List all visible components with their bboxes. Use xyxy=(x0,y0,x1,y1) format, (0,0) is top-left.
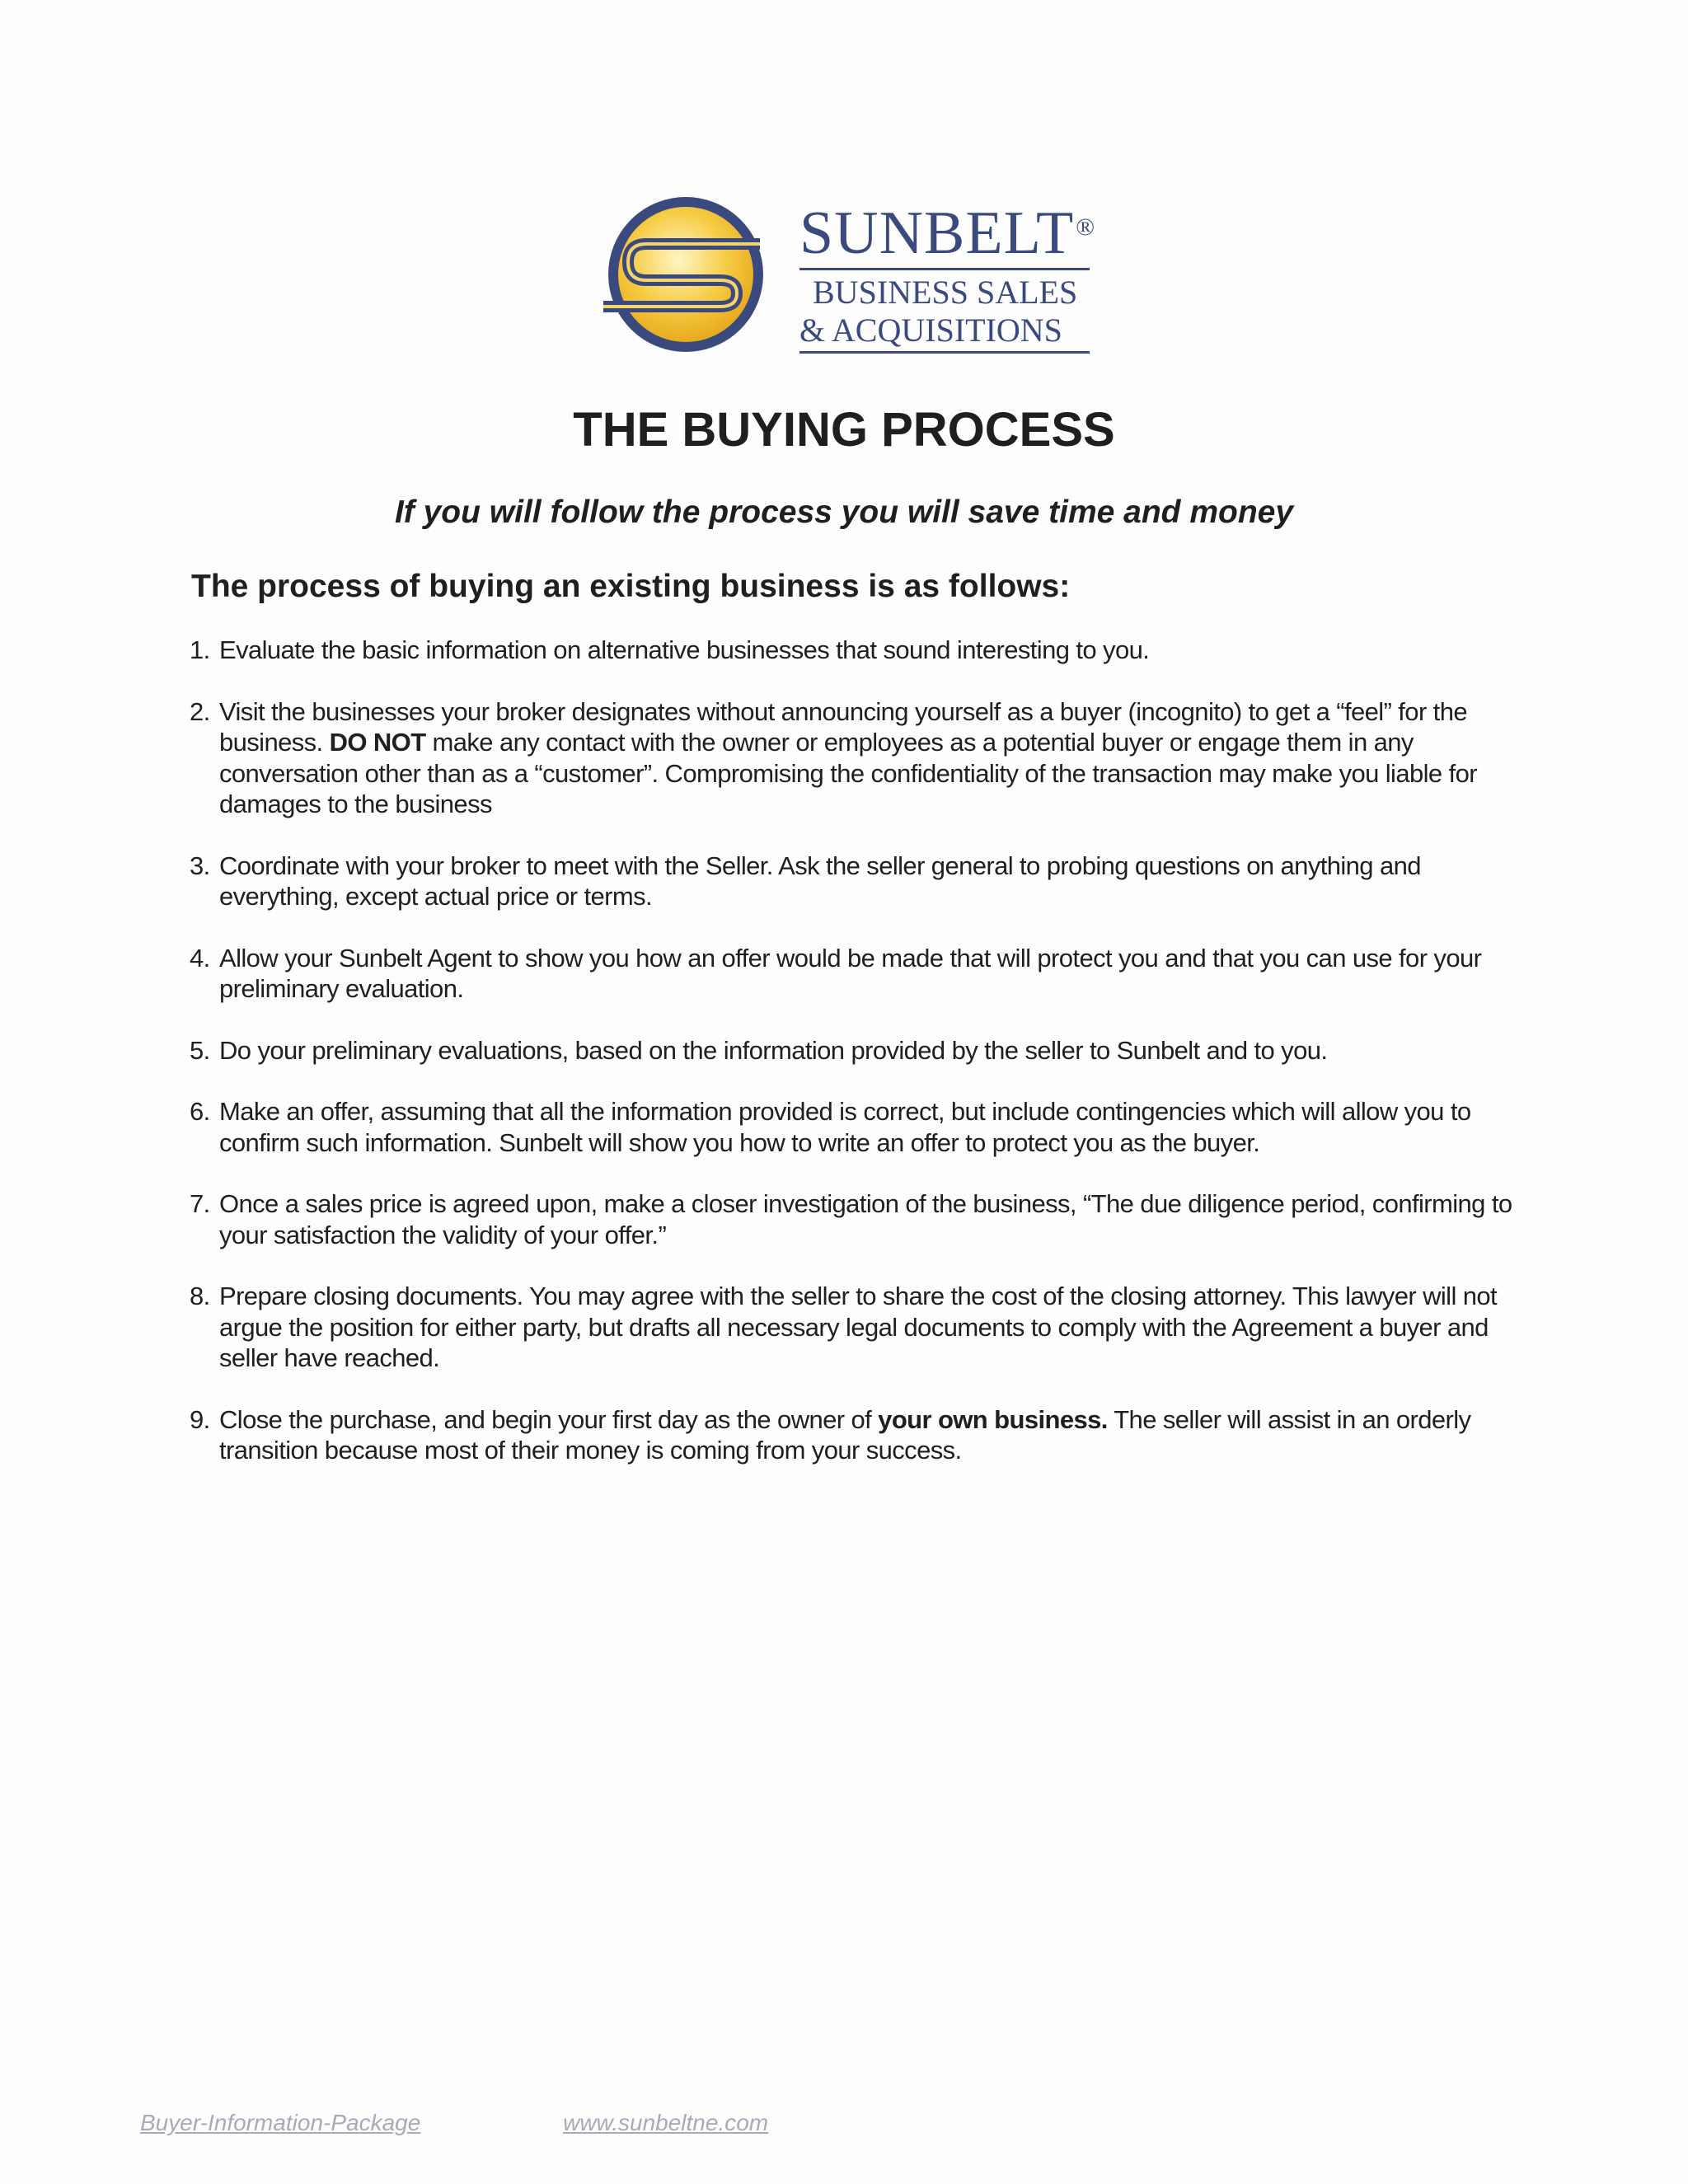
list-item xyxy=(190,1281,1525,1374)
list-item xyxy=(190,696,1525,820)
step-number: 5. xyxy=(190,1035,210,1065)
list-item xyxy=(190,1188,1525,1250)
step-text: Prepare closing documents. You may agree with the seller to share the cost of the closing attorney. This lawyer will not argue the position for either party, but drafts all necessary legal documents to comply with the Agreement a buyer and seller have reached. xyxy=(219,1282,1498,1372)
sunbelt-logo xyxy=(595,194,1096,355)
step-emphasis: your own business. xyxy=(878,1404,1108,1434)
section-heading: The process of buying an existing business is as follows: xyxy=(191,569,1071,604)
step-number: 4. xyxy=(190,943,210,972)
list-item xyxy=(190,635,1525,666)
list-item xyxy=(190,943,1525,1005)
step-text: Coordinate with your broker to meet with the Seller. Ask the seller general to probing questions on anything and everything, except actual price or terms. xyxy=(219,851,1421,911)
step-emphasis: DO NOT xyxy=(329,728,426,757)
step-number: 7. xyxy=(190,1189,210,1218)
step-number: 8. xyxy=(190,1282,210,1310)
step-number: 9. xyxy=(190,1404,210,1434)
page-footer xyxy=(140,2110,768,2136)
step-text: make any contact with the owner or employees as a potential buyer or engage them in any conversation other than as a “customer”. Compromising the confidentiality of the transaction may make you liable for damages to the business xyxy=(219,728,1477,818)
page-title: THE BUYING PROCESS xyxy=(573,403,1115,457)
step-text: Evaluate the basic information on alternative businesses that sound interesting to you. xyxy=(219,635,1150,664)
step-text: Make an offer, assuming that all the information provided is correct, but include contingencies which will allow you to confirm such information. Sunbelt will show you how to write an offer to protect you as the buyer. xyxy=(219,1097,1471,1157)
process-steps-list xyxy=(190,635,1525,1497)
step-text: Visit the businesses your broker designates without announcing yourself as a buyer (incognito) to get a “feel” for the business. xyxy=(219,696,1467,757)
step-text: Once a sales price is agreed upon, make a closer investigation of the business, “The due diligence period, confirming to your satisfaction the validity of your offer.” xyxy=(219,1189,1512,1249)
step-number: 6. xyxy=(190,1097,210,1126)
page-subtitle: If you will follow the process you will save time and money xyxy=(394,494,1294,530)
step-text: Close the purchase, and begin your first day as the owner of xyxy=(219,1404,879,1434)
logo-tagline-line1: BUSINESS SALES xyxy=(813,274,1078,311)
step-number: 2. xyxy=(190,696,210,726)
step-text: The seller will assist in an orderly transition because most of their money is coming from your success. xyxy=(219,1404,1471,1465)
logo-tagline-line2: & ACQUISITIONS xyxy=(799,312,1090,354)
logo-brand-name: SUNBELT® xyxy=(799,194,1090,270)
step-text: Allow your Sunbelt Agent to show you how an offer would be made that will protect you and that you can use for your preliminary evaluation. xyxy=(219,943,1482,1003)
step-number: 3. xyxy=(190,851,210,880)
step-text: Do your preliminary evaluations, based on the information provided by the seller to Sunbelt and to you. xyxy=(219,1035,1328,1065)
footer-website-link[interactable]: www.sunbeltne.com xyxy=(563,2110,769,2135)
step-number: 1. xyxy=(190,635,210,664)
list-item xyxy=(190,1404,1525,1466)
sunbelt-s-logo-icon xyxy=(595,194,776,355)
list-item xyxy=(190,851,1525,912)
list-item xyxy=(190,1096,1525,1158)
list-item xyxy=(190,1035,1525,1066)
footer-package-name: Buyer-Information-Package xyxy=(140,2110,421,2135)
